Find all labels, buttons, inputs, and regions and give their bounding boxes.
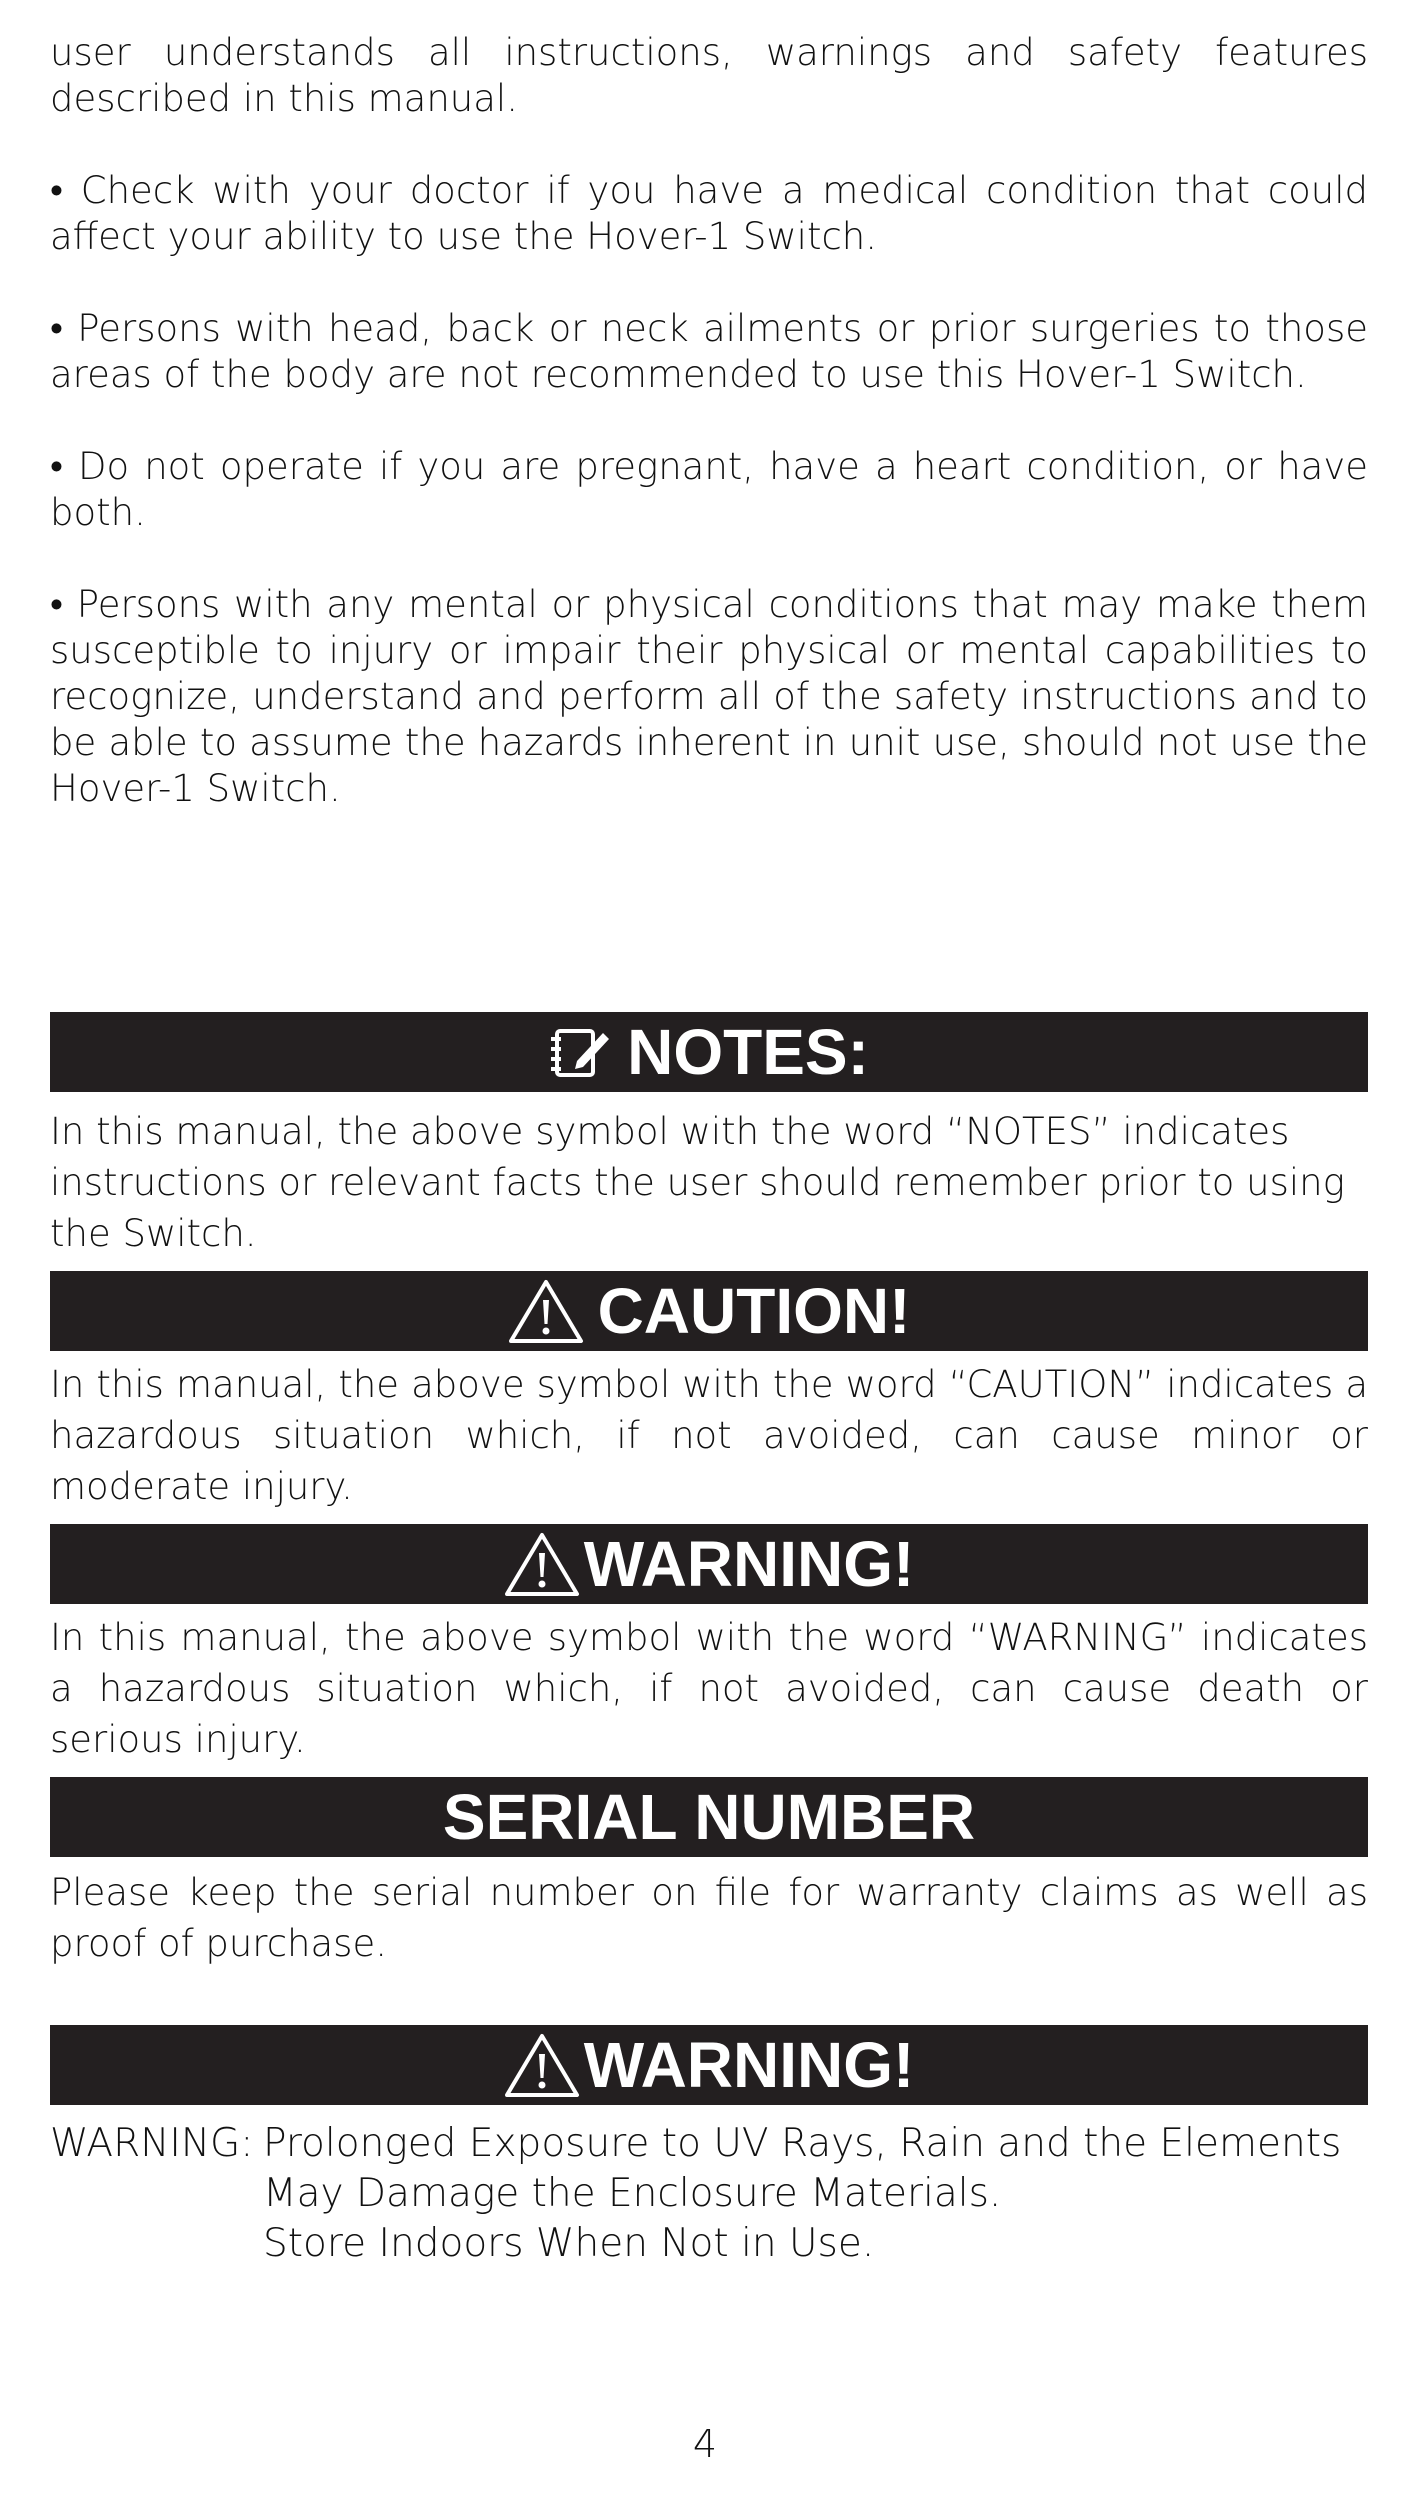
caution-description: In this manual, the above symbol with the word “CAUTION” indicates a hazardous situation which, if not avoided, can cause minor or moderate injury.: [50, 1363, 1368, 1508]
warning-triangle-icon: [504, 1531, 580, 1597]
uv-warning-label: WARNING:: [50, 2121, 254, 2166]
notes-heading: NOTES:: [627, 1016, 869, 1088]
intro-paragraph-4: • Do not operate if you are pregnant, have a heart condition, or have both.: [50, 445, 1368, 534]
notes-heading-bar: [50, 1012, 1368, 1092]
intro-paragraph-3: • Persons with head, back or neck ailments or prior surgeries to those areas of the body are not recommended to use this Hover-1 Switch.: [50, 307, 1368, 396]
page-number: 4: [692, 2422, 718, 2466]
intro-paragraph-5: • Persons with any mental or physical conditions that may make them susceptible to injury or impair their physical or mental capabilities to recognize, understand and perform all of the safety instructions and to be able to assume the hazards inherent in unit use, should not use the Hover-1 Switch.: [50, 583, 1368, 810]
spacer: [50, 1969, 1368, 2025]
uv-warning-line-3: Store Indoors When Not in Use.: [263, 2221, 875, 2266]
serial-number-heading: SERIAL NUMBER: [442, 1781, 976, 1853]
uv-warning-block: [50, 2119, 1368, 2269]
spacer: [50, 260, 1368, 306]
notepad-pencil-icon: [549, 1023, 613, 1081]
uv-warning-line-2: May Damage the Enclosure Materials.: [263, 2171, 1002, 2216]
warning-triangle-icon: [504, 2032, 580, 2098]
intro-paragraph-2: • Check with your doctor if you have a medical condition that could affect your ability to use the Hover-1 Switch.: [50, 169, 1368, 258]
intro-paragraph-1: user understands all instructions, warnings and safety features described in this manual.: [50, 31, 1368, 120]
spacer: [50, 398, 1368, 444]
notes-description: In this manual, the above symbol with the word “NOTES” indicates instructions or relevant facts the user should remember prior to using the Switch.: [50, 1110, 1345, 1255]
warning-heading: WARNING!: [583, 1528, 915, 1600]
warning-triangle-icon: [508, 1278, 584, 1344]
caution-heading-bar: [50, 1271, 1368, 1351]
spacer: [50, 1259, 1368, 1271]
uv-warning-lines: [263, 2119, 1341, 2269]
caution-heading: CAUTION!: [597, 1275, 911, 1347]
spacer: [50, 812, 1368, 1012]
spacer: [50, 536, 1368, 582]
uv-warning-heading-bar: [50, 2025, 1368, 2105]
warning-description: In this manual, the above symbol with the word “WARNING” indicates a hazardous situation which, if not avoided, can cause death or serious injury.: [50, 1616, 1368, 1761]
warning-heading-bar: [50, 1524, 1368, 1604]
uv-warning-heading: WARNING!: [583, 2029, 915, 2101]
serial-number-description: Please keep the serial number on file for warranty claims as well as proof of purchase.: [50, 1871, 1368, 1965]
manual-page: [50, 30, 1368, 2269]
spacer: [50, 1512, 1368, 1524]
spacer: [50, 1765, 1368, 1777]
serial-number-heading-bar: [50, 1777, 1368, 1857]
uv-warning-line-1: Prolonged Exposure to UV Rays, Rain and the Elements: [263, 2121, 1342, 2166]
uv-warning-row: [50, 2119, 1368, 2269]
spacer: [50, 122, 1368, 168]
